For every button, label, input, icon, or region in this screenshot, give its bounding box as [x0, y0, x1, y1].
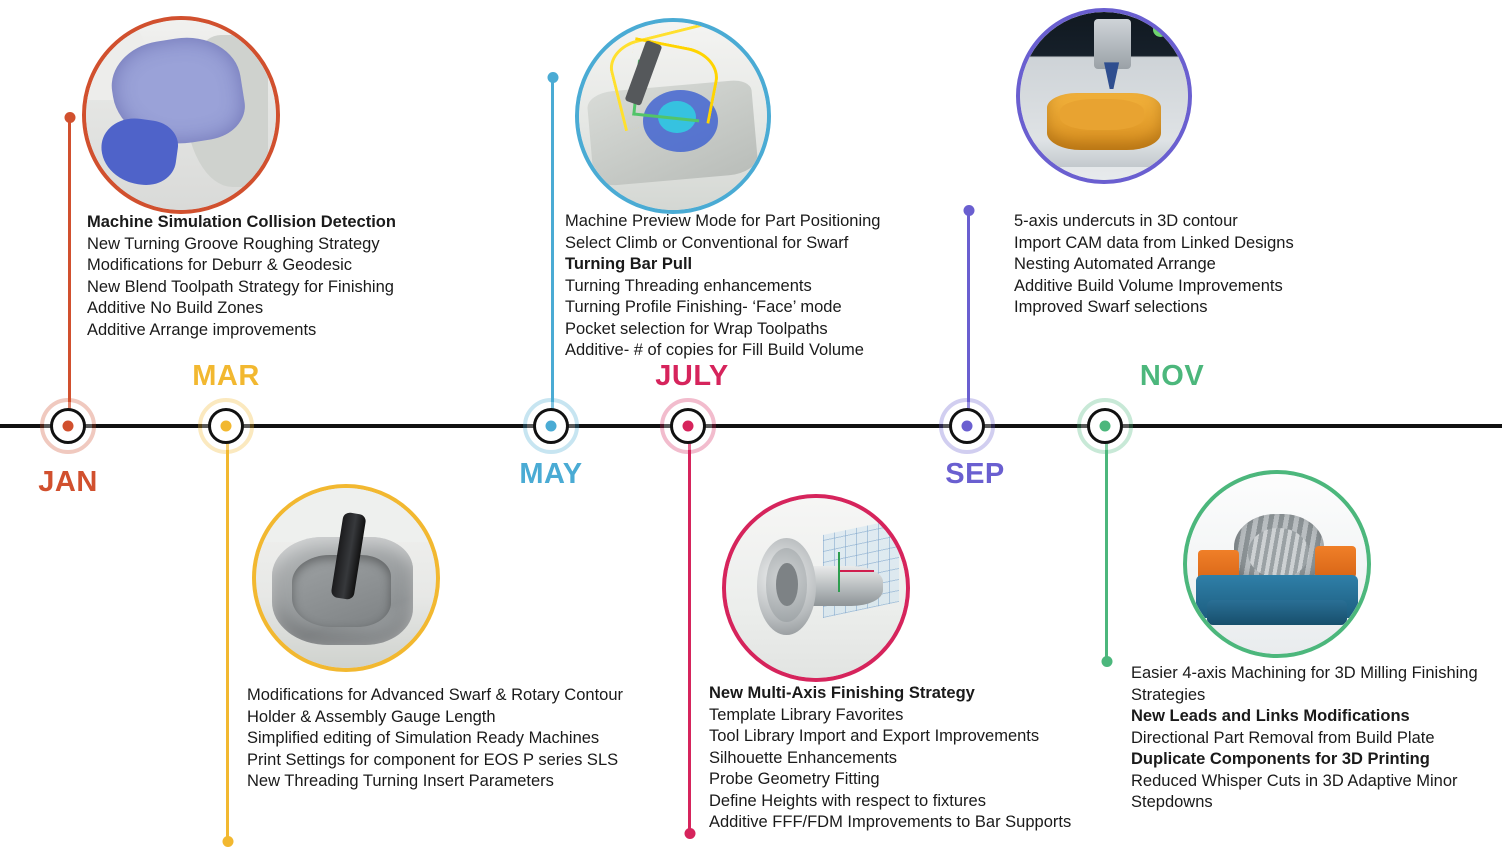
list-item: Define Heights with respect to fixtures	[709, 791, 986, 810]
list-item: Print Settings for component for EOS P series SLS	[247, 750, 619, 769]
list-item: Additive- # of copies for Fill Build Volume	[565, 341, 864, 359]
nov-stem	[1105, 430, 1108, 662]
nov-items	[1131, 663, 1483, 814]
list-item: Improved Swarf selections	[1014, 298, 1208, 316]
list-item: New Blend Toolpath Strategy for Finishing	[87, 277, 394, 296]
list-item: New Multi-Axis Finishing Strategy	[709, 684, 975, 702]
jan-items	[87, 212, 507, 341]
mar-image	[252, 484, 440, 672]
list-item: Simplified editing of Simulation Ready Machines	[247, 729, 600, 747]
list-item: Pocket selection for Wrap Toolpaths	[565, 319, 828, 338]
mar-node[interactable]	[198, 398, 254, 454]
mar-stem-dot	[222, 836, 233, 847]
mar-month-label: MAR	[192, 360, 260, 392]
list-item: Template Library Favorites	[709, 705, 904, 724]
list-item: Additive No Build Zones	[87, 299, 264, 317]
jan-image	[82, 16, 280, 214]
mar-stem	[226, 430, 229, 842]
july-stem	[688, 430, 691, 834]
list-item: Reduced Whisper Cuts in 3D Adaptive Minor Stepdowns	[1131, 771, 1463, 811]
list-item: Directional Part Removal from Build Plate	[1131, 728, 1435, 747]
may-node[interactable]	[523, 398, 579, 454]
list-item: Turning Profile Finishing- ‘Face’ mode	[565, 298, 842, 316]
jan-node[interactable]	[40, 398, 96, 454]
july-stem-dot	[684, 828, 695, 839]
jan-stem	[68, 118, 71, 418]
may-stem	[551, 78, 554, 418]
list-item: New Leads and Links Modifications	[1131, 707, 1410, 725]
mar-items	[247, 685, 687, 793]
nov-stem-dot	[1101, 656, 1112, 667]
july-image	[722, 494, 910, 682]
sep-month-label: SEP	[945, 458, 1005, 490]
nov-node[interactable]	[1077, 398, 1133, 454]
sep-stem-dot	[963, 205, 974, 216]
list-item: Nesting Automated Arrange	[1014, 255, 1216, 273]
may-items	[565, 211, 985, 362]
list-item: Import CAM data from Linked Designs	[1014, 233, 1294, 252]
sep-stem	[967, 212, 970, 418]
list-item: Easier 4-axis Machining for 3D Milling Finishing Strategies	[1131, 664, 1483, 704]
list-item: Select Climb or Conventional for Swarf	[565, 233, 849, 252]
list-item: Duplicate Components for 3D Printing	[1131, 750, 1430, 768]
list-item: New Turning Groove Roughing Strategy	[87, 234, 380, 253]
july-month-label: JULY	[655, 360, 729, 392]
list-item: Additive Arrange improvements	[87, 320, 317, 339]
sep-node[interactable]	[939, 398, 995, 454]
list-item: Machine Preview Mode for Part Positioning	[565, 212, 881, 230]
may-stem-dot	[547, 72, 558, 83]
list-item: Modifications for Deburr & Geodesic	[87, 256, 353, 274]
may-month-label: MAY	[519, 458, 583, 490]
list-item: Turning Threading enhancements	[565, 276, 812, 295]
nov-month-label: NOV	[1139, 360, 1205, 392]
list-item: Probe Geometry Fitting	[709, 770, 880, 788]
list-item: Additive FFF/FDM Improvements to Bar Supports	[709, 813, 1072, 831]
list-item: New Threading Turning Insert Parameters	[247, 772, 554, 790]
list-item: Turning Bar Pull	[565, 255, 693, 273]
list-item: Additive Build Volume Improvements	[1014, 276, 1283, 295]
nov-image	[1183, 470, 1371, 658]
list-item: Silhouette Enhancements	[709, 748, 898, 767]
list-item: Holder & Assembly Gauge Length	[247, 707, 496, 726]
list-item: Tool Library Import and Export Improvements	[709, 727, 1040, 745]
jan-stem-dot	[64, 112, 75, 123]
list-item: Machine Simulation Collision Detection	[87, 213, 396, 231]
july-items	[709, 683, 1081, 834]
list-item: Modifications for Advanced Swarf & Rotary Contour	[247, 686, 624, 704]
jan-month-label: JAN	[38, 466, 98, 498]
july-node[interactable]	[660, 398, 716, 454]
sep-items	[1014, 211, 1394, 319]
sep-image	[1016, 8, 1192, 184]
list-item: 5-axis undercuts in 3D contour	[1014, 212, 1238, 230]
may-image	[575, 18, 771, 214]
